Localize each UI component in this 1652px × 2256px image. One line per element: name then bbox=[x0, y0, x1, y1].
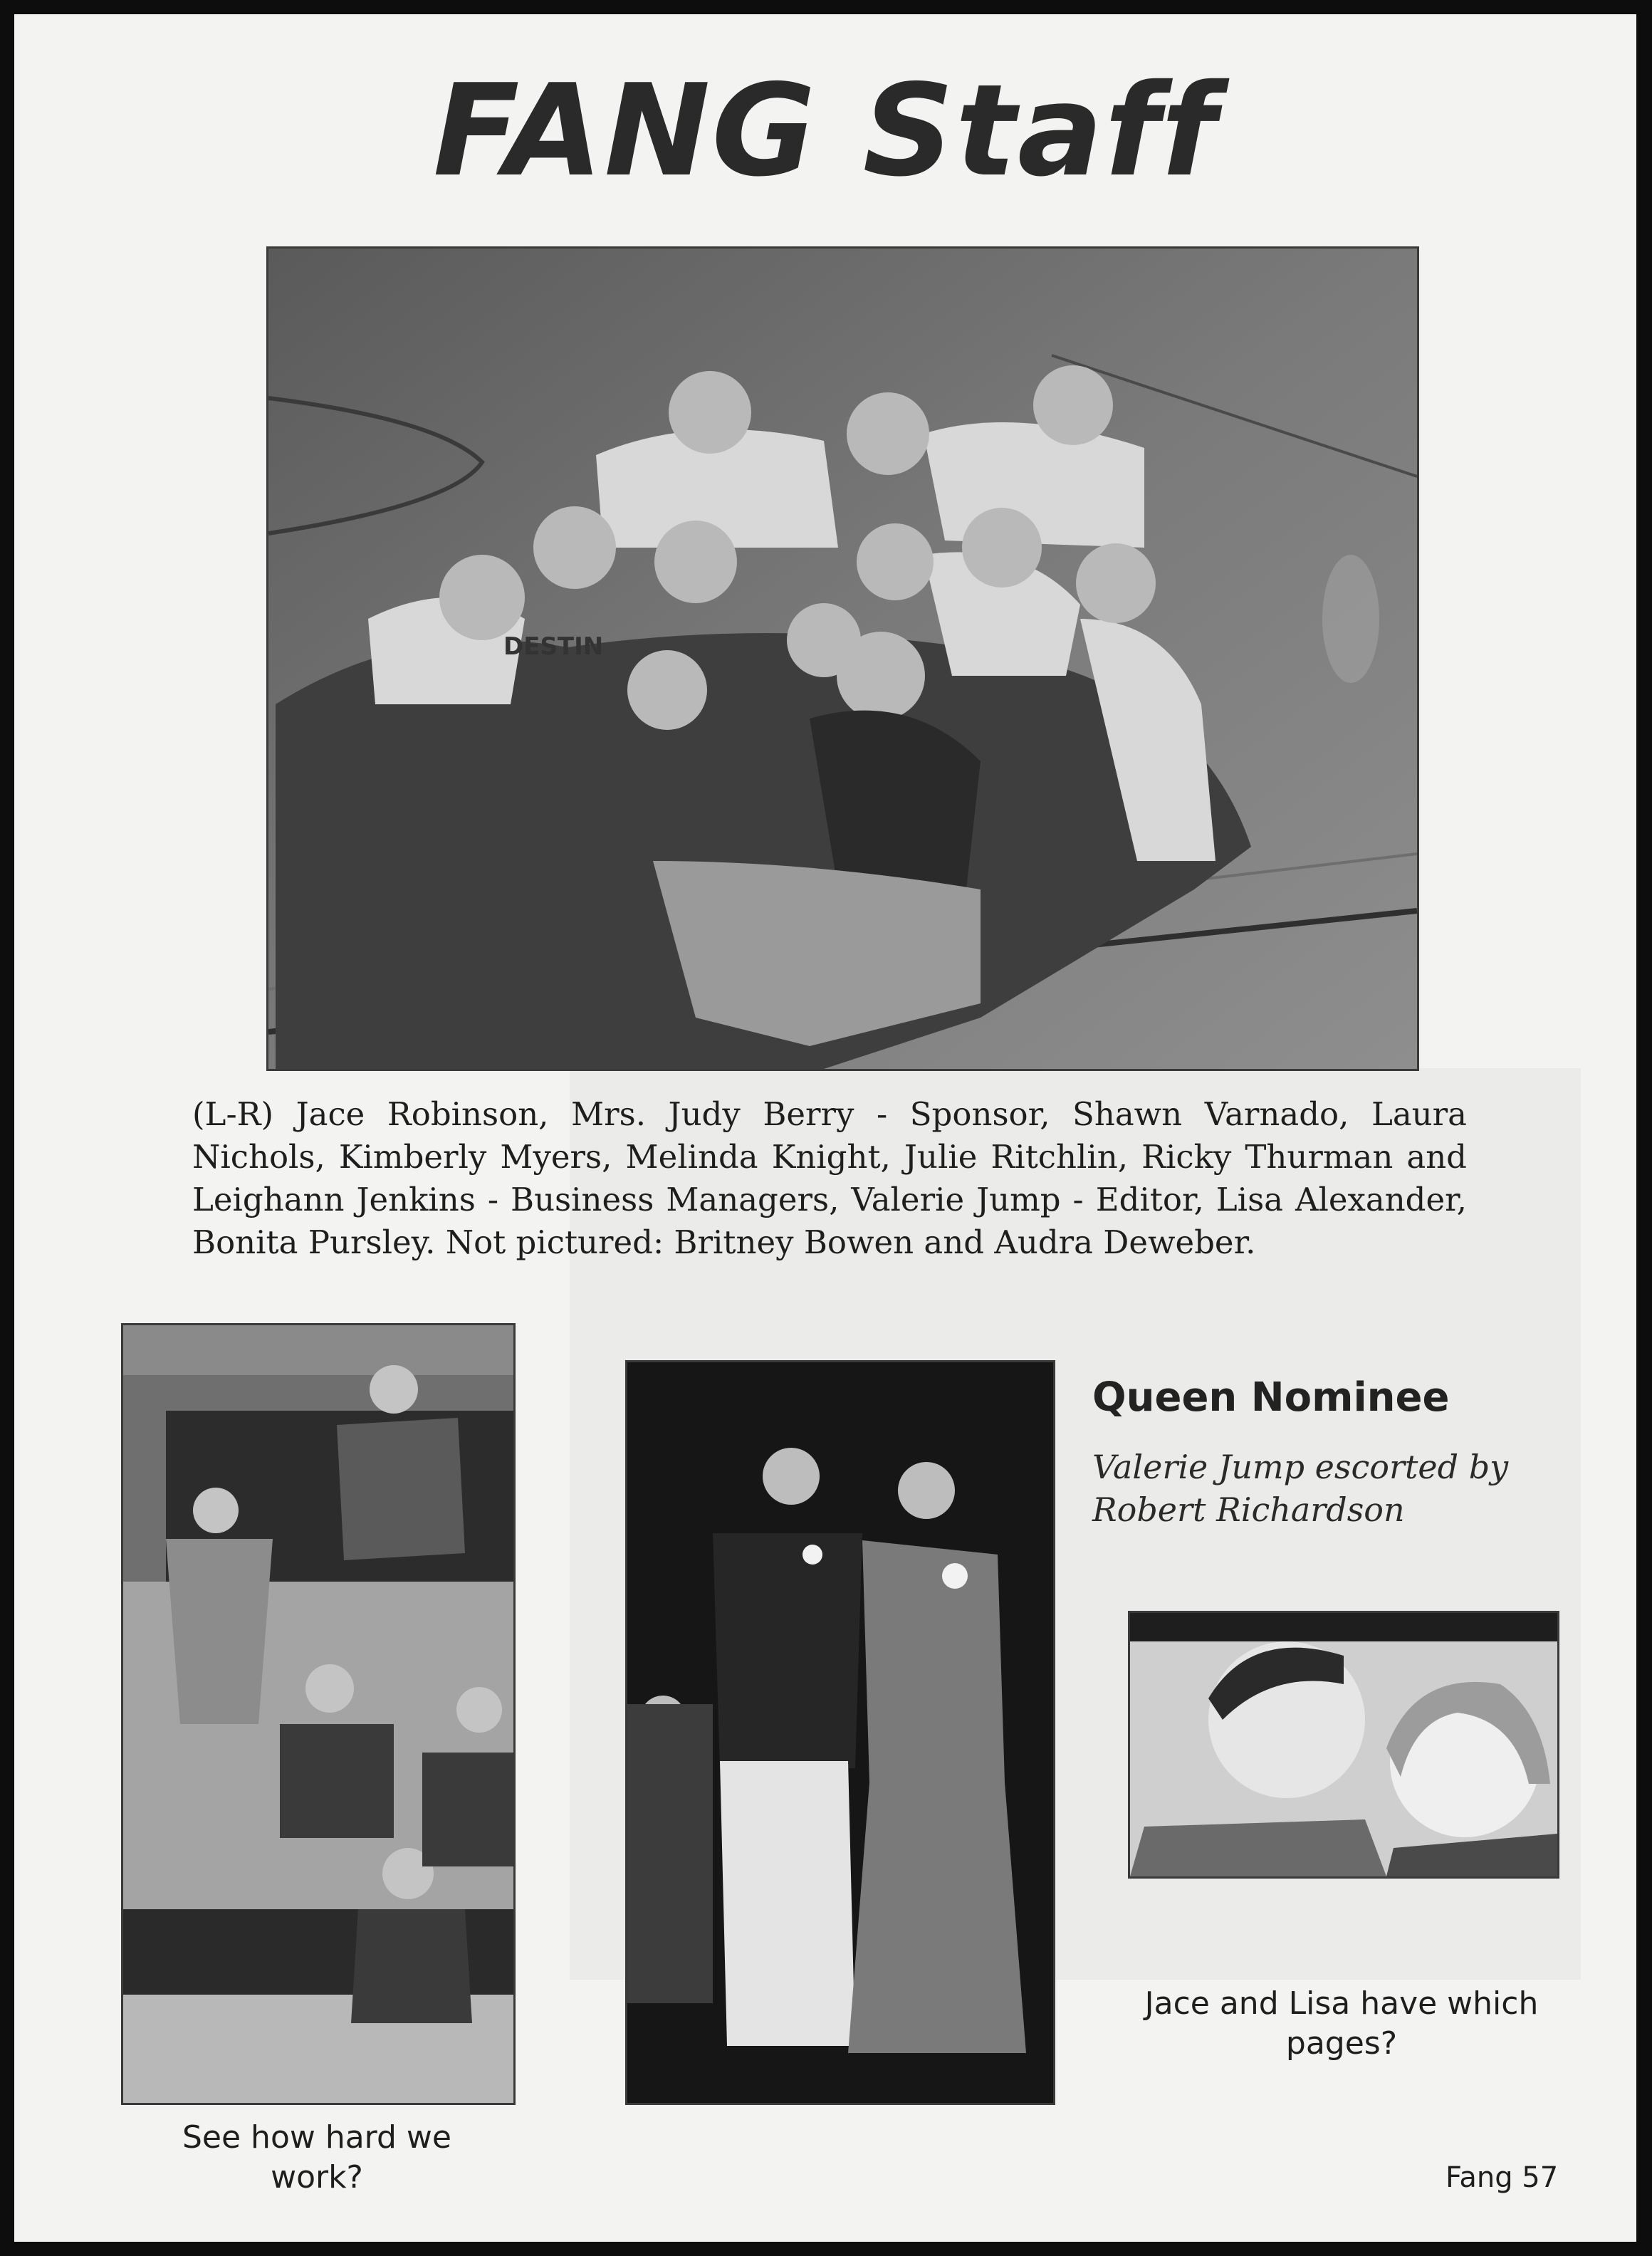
pages-photo-caption: Jace and Lisa have which pages? bbox=[1144, 1985, 1539, 2062]
staff-group-photo bbox=[266, 246, 1419, 1071]
group-photo-caption: (L-R) Jace Robinson, Mrs. Judy Berry - Sponsor, Shawn Varnado, Laura Nichols, Kimberly Myers, Melinda Knight, Julie Ritchlin, Ricky Thurman and Leighann Jenkins - Business Managers, Valerie Jump - Editor, Lisa Alexander, Bonita Pursley. Not pictured: Britney Bowen and Audra Deweber. bbox=[192, 1095, 1467, 1261]
yearbook-page bbox=[14, 14, 1636, 2242]
work-photo-caption: See how hard we work? bbox=[182, 2119, 451, 2195]
nominee-heading: Queen Nominee bbox=[1092, 1374, 1450, 1421]
page-number: Fang 57 bbox=[1446, 2161, 1559, 2194]
work-photo bbox=[121, 1323, 516, 2105]
pages-photo bbox=[1128, 1611, 1559, 1879]
nominee-photo bbox=[625, 1360, 1055, 2105]
page-title: FANG Staff bbox=[433, 57, 1218, 204]
nominee-description: Valerie Jump escorted by Robert Richardson bbox=[1092, 1448, 1509, 1529]
shirt-text: DESTIN bbox=[503, 632, 604, 661]
